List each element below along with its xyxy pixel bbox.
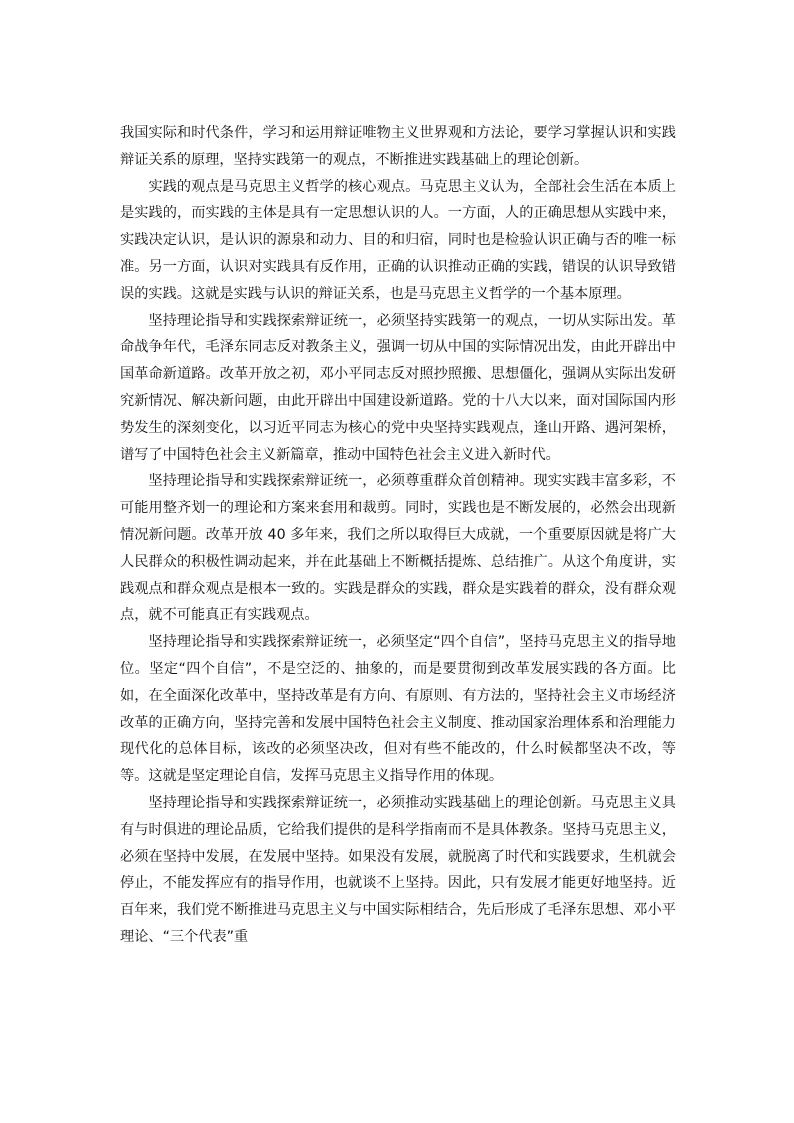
- document-body: [120, 120, 676, 951]
- paragraph-5: 坚持理论指导和实践探索辩证统一，必须坚定“四个自信”，坚持马克思主义的指导地位。坚定“四个自信”，不是空泛的、抽象的，而是要贯彻到改革发展实践的各方面。比如，在全面深化改革中，坚持改革是有方向、有原则、有方法的，坚持社会主义市场经济改革的正确方向，坚持完善和发展中国特色社会主义制度、推动国家治理体系和治理能力现代化的总体目标，该改的必须坚决改，但对有些不能改的，什么时候都坚决不改，等等。这就是坚定理论自信，发挥马克思主义指导作用的体现。: [120, 634, 676, 785]
- paragraph-6: 坚持理论指导和实践探索辩证统一，必须推动实践基础上的理论创新。马克思主义具有与时俱进的理论品质，它给我们提供的是科学指南而不是具体教条。坚持马克思主义，必须在坚持中发展，在发展中坚持。如果没有发展，就脱离了时代和实践要求，生机就会停止，不能发挥应有的指导作用，也就谈不上坚持。因此，只有发展才能更好地坚持。近百年来，我们党不断推进马克思主义与中国实际相结合，先后形成了毛泽东思想、邓小平理论、“三个代表”重: [120, 794, 676, 945]
- paragraph-2: 实践的观点是马克思主义哲学的核心观点。马克思主义认为，全部社会生活在本质上是实践的，而实践的主体是具有一定思想认识的人。一方面，人的正确思想从实践中来，实践决定认识，是认识的源泉和动力、目的和归宿，同时也是检验认识正确与否的唯一标准。另一方面，认识对实践具有反作用，正确的认识推动正确的实践，错误的认识导致错误的实践。这就是实践与认识的辩证关系，也是马克思主义哲学的一个基本原理。: [120, 178, 676, 302]
- paragraph-3: 坚持理论指导和实践探索辩证统一，必须坚持实践第一的观点，一切从实际出发。革命战争年代，毛泽东同志反对教条主义，强调一切从中国的实际情况出发，由此开辟出中国革命新道路。改革开放之初，邓小平同志反对照抄照搬、思想僵化，强调从实际出发研究新情况、解决新问题，由此开辟出中国建设新道路。党的十八大以来，面对国际国内形势发生的深刻变化，以习近平同志为核心的党中央坚持实践观点，逢山开路、遇河架桥，谱写了中国特色社会主义新篇章，推动中国特色社会主义进入新时代。: [120, 312, 676, 463]
- paragraph-4: 坚持理论指导和实践探索辩证统一，必须尊重群众首创精神。现实实践丰富多彩，不可能用整齐划一的理论和方案来套用和裁剪。同时，实践也是不断发展的，必然会出现新情况新问题。改革开放 40 多年来，我们之所以取得巨大成就，一个重要原因就是将广大人民群众的积极性调动起来，并在此基础上不断概括提炼、总结推广。从这个角度讲，实践观点和群众观点是根本一致的。实践是群众的实践，群众是实践着的群众，没有群众观点，就不可能真正有实践观点。: [120, 473, 676, 624]
- paragraph-1: 我国实际和时代条件，学习和运用辩证唯物主义世界观和方法论，要学习掌握认识和实践辩证关系的原理，坚持实践第一的观点，不断推进实践基础上的理论创新。: [120, 125, 676, 168]
